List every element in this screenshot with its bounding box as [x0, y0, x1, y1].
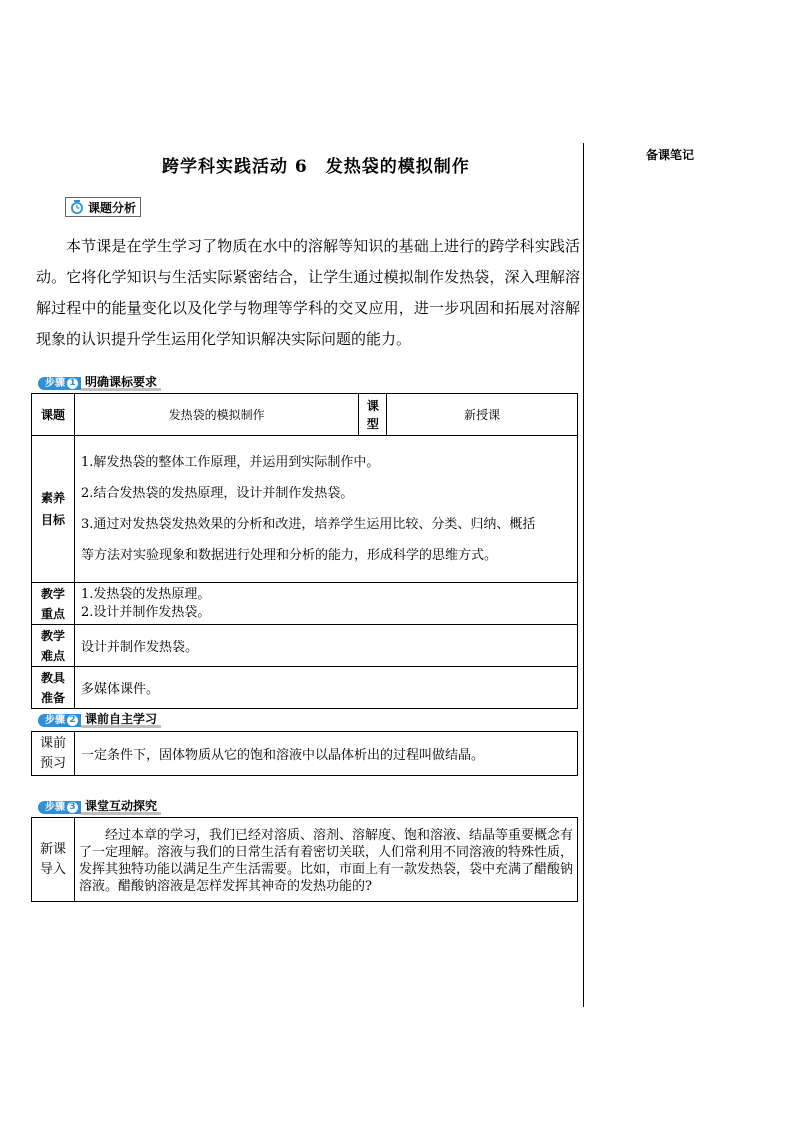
- analysis-badge: [65, 197, 141, 217]
- difficult-value: 设计并制作发热袋。: [74, 625, 577, 667]
- clock-icon: [68, 199, 86, 215]
- difficult-label: 教学难点: [32, 625, 75, 667]
- step-1-header: [38, 376, 161, 390]
- type-label: 课型: [359, 394, 387, 436]
- step-2-pill: [38, 714, 81, 727]
- preview-table: [31, 731, 578, 776]
- step-1-pill: [38, 377, 81, 390]
- key-point-item: 1.发热袋的发热原理。: [80, 586, 211, 602]
- table-row: [32, 667, 578, 709]
- step-2-word: 步骤: [45, 714, 65, 726]
- table-row: [32, 394, 578, 436]
- step-3-label: 课堂互动探究: [81, 800, 161, 815]
- key-points-cell: [74, 583, 577, 625]
- table-row: [32, 436, 578, 583]
- step-3-header: [38, 800, 161, 814]
- intro-paragraph: 本节课是在学生学习了物质在水中的溶解等知识的基础上进行的跨学科实践活动。它将化学知识与生活实际紧密结合，让学生通过模拟制作发热袋，深入理解溶解过程中的能量变化以及化学与物理等学科的交叉应用，进一步巩固和拓展对溶解现象的认识提升学生运用化学知识解决实际问题的能力。: [36, 237, 580, 348]
- tools-value: 多媒体课件。: [74, 667, 577, 709]
- curriculum-table: [31, 393, 578, 709]
- preview-text: 一定条件下，固体物质从它的饱和溶液中以晶体析出的过程叫做结晶。: [74, 732, 577, 776]
- key-point-item: 2.设计并制作发热袋。: [80, 604, 211, 620]
- table-row: [32, 818, 578, 902]
- topic-label: 课题: [32, 394, 75, 436]
- new-lesson-text: 经过本章的学习，我们已经对溶质、溶剂、溶解度、饱和溶液、结晶等重要概念有了一定理解。溶液与我们的日常生活有着密切关联，人们常利用不同溶液的特殊性质，发挥其独特功能以满足生产生活需要。比如，市面上有一款发热袋，袋中充满了醋酸钠溶液。醋酸钠溶液是怎样发挥其神奇的发热功能的?: [78, 827, 573, 894]
- key-points-label: 教学重点: [32, 583, 75, 625]
- step-3-number: 3: [67, 802, 78, 813]
- table-row: [32, 625, 578, 667]
- goal-item: 等方法对实验现象和数据进行处理和分析的能力，形成科学的思维方式。: [80, 548, 497, 563]
- preview-label: 课前预习: [32, 732, 75, 776]
- goal-item: 1.解发热袋的整体工作原理，并运用到实际制作中。: [80, 455, 380, 470]
- notes-divider: [583, 143, 584, 1007]
- goal-item: 3.通过对发热袋发热效果的分析和改进，培养学生运用比较、分类、归纳、概括: [80, 517, 536, 532]
- new-lesson-cell: [74, 818, 577, 902]
- step-3-pill: [38, 801, 81, 814]
- step-1-number: 1: [67, 378, 78, 389]
- step-3-word: 步骤: [45, 801, 65, 813]
- step-1-word: 步骤: [45, 377, 65, 389]
- step-2-number: 2: [67, 715, 78, 726]
- intro-table: [31, 817, 578, 902]
- step-2-header: [38, 713, 161, 727]
- table-row: [32, 732, 578, 776]
- step-2-label: 课前自主学习: [81, 713, 161, 728]
- topic-value: 发热袋的模拟制作: [74, 394, 358, 436]
- new-lesson-label: 新课导入: [32, 818, 75, 902]
- analysis-label: 课题分析: [88, 200, 137, 215]
- type-value: 新授课: [387, 394, 578, 436]
- goal-item: 2.结合发热袋的发热原理，设计并制作发热袋。: [80, 486, 354, 501]
- step-1-label: 明确课标要求: [81, 376, 161, 391]
- tools-label: 教具准备: [32, 667, 75, 709]
- goals-label: 素养目标: [32, 436, 75, 583]
- table-row: [32, 583, 578, 625]
- notes-header: 备课笔记: [646, 148, 695, 162]
- goals-cell: [74, 436, 577, 583]
- page-title: 跨学科实践活动 6 发热袋的模拟制作: [162, 157, 470, 177]
